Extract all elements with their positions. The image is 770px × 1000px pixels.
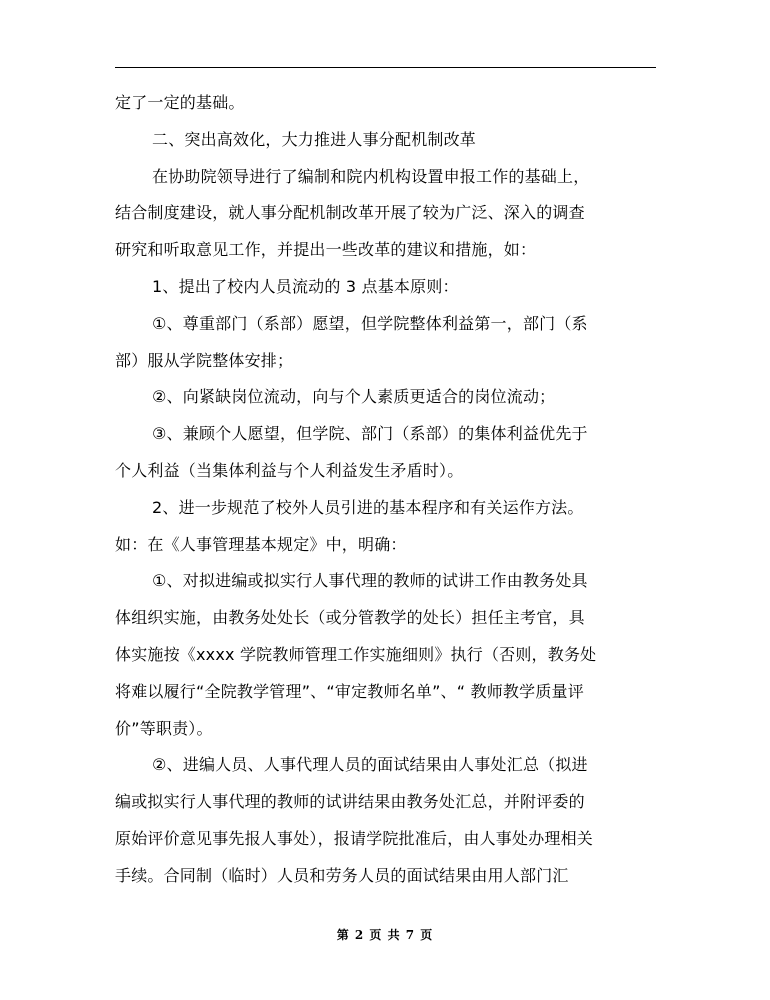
- text-line: ②、向紧缺岗位流动，向与个人素质更适合的岗位流动；: [152, 387, 556, 407]
- text-line: 二、突出高效化，大力推进人事分配机制改革: [152, 129, 477, 149]
- text-line: 价”等职责）。: [115, 718, 213, 738]
- text-line: 1、提出了校内人员流动的 3 点基本原则：: [152, 276, 459, 296]
- text-line: 定了一定的基础。: [115, 93, 245, 112]
- text-line: ①、对拟进编或拟实行人事代理的教师的试讲工作由教务处具: [152, 571, 588, 591]
- text-line: 结合制度建设，就人事分配机制改革开展了较为广泛、深入的调查: [115, 203, 585, 223]
- text-line: ②、进编人员、人事代理人员的面试结果由人事处汇总（拟进: [152, 755, 588, 775]
- text-line: 部）服从学院整体安排；: [115, 350, 294, 370]
- header-rule: [115, 67, 656, 68]
- text-line: ①、尊重部门（系部）愿望，但学院整体利益第一，部门（系: [152, 313, 588, 333]
- text-line: 原始评价意见事先报人事处），报请学院批准后，由人事处办理相关: [115, 828, 594, 848]
- text-line: 体实施按《xxxx 学院教师管理工作实施细则》执行（否则，教务处: [115, 644, 597, 664]
- text-line: 研究和听取意见工作，并提出一些改革的建议和措施，如：: [115, 240, 537, 260]
- text-line: ③、兼顾个人愿望，但学院、部门（系部）的集体利益优先于: [152, 424, 588, 444]
- text-line: 在协助院领导进行了编制和院内机构设置申报工作的基础上，: [152, 166, 590, 186]
- text-line: 个人利益（当集体利益与个人利益发生矛盾时）。: [115, 460, 464, 480]
- text-line: 手续。合同制（临时）人员和劳务人员的面试结果由用人部门汇: [115, 865, 569, 885]
- text-line: 编或拟实行人事代理的教师的试讲结果由教务处汇总，并附评委的: [115, 792, 585, 812]
- document-body: [115, 85, 660, 895]
- text-line: 体组织实施，由教务处处长（或分管教学的处长）担任主考官，具: [115, 608, 585, 628]
- text-line: 如：在《人事管理基本规定》中，明确：: [115, 534, 407, 554]
- page-footer: 第 2 页 共 7 页: [336, 928, 434, 942]
- text-line: 将难以履行“全院教学管理”、“审定教师名单”、“ 教师教学质量评: [115, 681, 584, 701]
- text-line: 2、进一步规范了校外人员引进的基本程序和有关运作方法。: [152, 497, 584, 517]
